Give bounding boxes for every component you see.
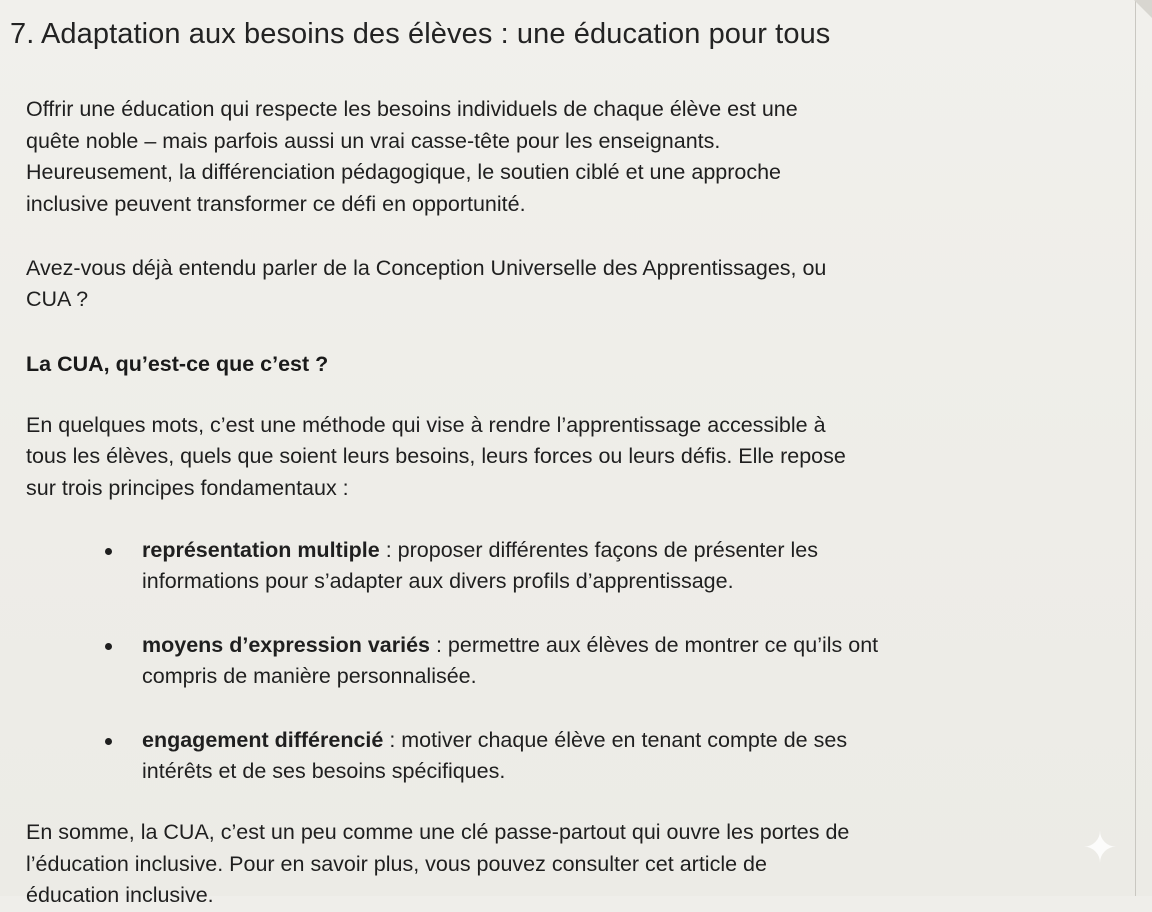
principle-item-continued: compris de manière personnalisée. — [142, 664, 477, 688]
intro-line-2: quête noble – mais parfois aussi un vrai casse-tête pour les enseignants. — [26, 129, 721, 153]
principle-description: : permettre aux élèves de montrer ce qu’ils ont — [430, 633, 879, 657]
principle-item-continued: informations pour s’adapter aux divers profils d’apprentissage. — [142, 569, 734, 593]
principle-item-continued: intérêts et de ses besoins spécifiques. — [142, 759, 506, 783]
principle-item — [142, 630, 878, 662]
principle-description: : proposer différentes façons de présenter les — [379, 538, 818, 562]
conclusion-line-1: En somme, la CUA, c’est un peu comme une clé passe-partout qui ouvre les portes de — [26, 820, 850, 844]
principle-item — [142, 725, 847, 757]
conclusion-line-2: l’éducation inclusive. Pour en savoir plus, vous pouvez consulter cet article de — [26, 852, 767, 876]
bullet-icon — [105, 548, 112, 555]
bullet-icon — [105, 643, 112, 650]
section-heading: 7. Adaptation aux besoins des élèves : une éducation pour tous — [10, 18, 831, 50]
intro-line-3: Heureusement, la différenciation pédagogique, le soutien ciblé et une approche — [26, 160, 782, 184]
definition-line-1: En quelques mots, c’est une méthode qui vise à rendre l’apprentissage accessible à — [26, 413, 826, 437]
bullet-icon — [105, 738, 112, 745]
intro-line-1: Offrir une éducation qui respecte les besoins individuels de chaque élève est une — [26, 97, 798, 121]
page-edge — [1135, 0, 1136, 896]
definition-line-3: sur trois principes fondamentaux : — [26, 476, 349, 500]
definition-line-2: tous les élèves, quels que soient leurs besoins, leurs forces ou leurs défis. Elle repose — [26, 444, 846, 468]
sparkle-icon: ✦ — [1082, 824, 1118, 871]
question-line-1: Avez-vous déjà entendu parler de la Conception Universelle des Apprentissages, ou — [26, 256, 827, 280]
principle-term: représentation multiple — [142, 538, 380, 562]
principle-description: : motiver chaque élève en tenant compte de ses — [383, 728, 848, 752]
subheading: La CUA, qu’est-ce que c’est ? — [26, 352, 329, 376]
conclusion-line-3: éducation inclusive. — [26, 883, 214, 907]
page-corner — [1134, 0, 1152, 18]
principle-term: moyens d’expression variés — [142, 633, 431, 657]
intro-line-4: inclusive peuvent transformer ce défi en opportunité. — [26, 192, 526, 216]
question-line-2: CUA ? — [26, 287, 89, 311]
principle-item — [142, 535, 818, 567]
principle-term: engagement différencié — [142, 728, 384, 752]
